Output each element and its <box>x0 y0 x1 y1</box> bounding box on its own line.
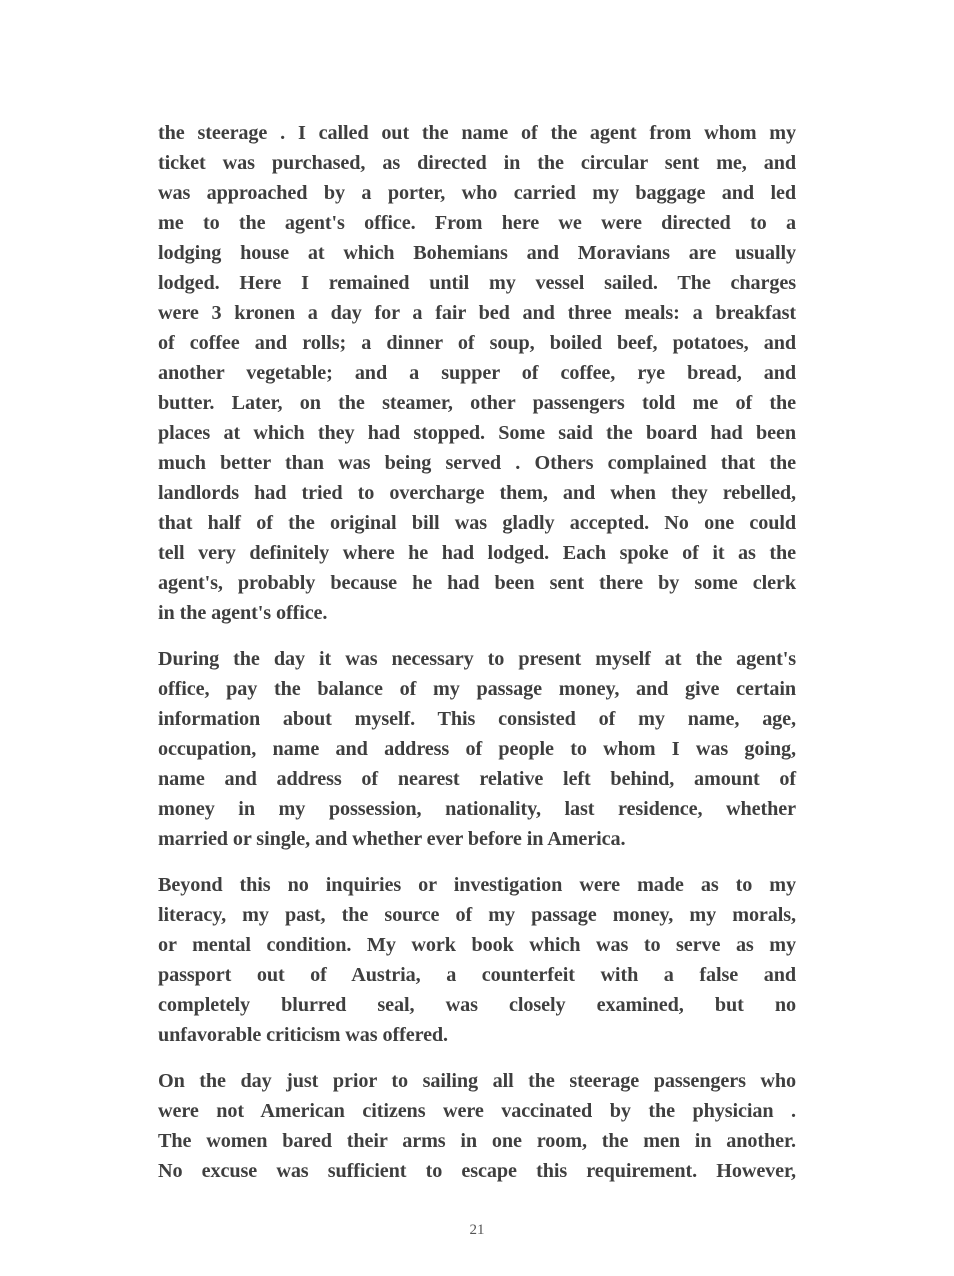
text-line: or mental condition. My work book which was to serve as my <box>158 934 796 956</box>
text-line: places at which they had stopped. Some said the board had been <box>158 422 796 444</box>
text-line: that half of the original bill was gladly accepted. No one could <box>158 512 796 534</box>
document-body <box>158 118 796 1202</box>
text-line: lodged. Here I remained until my vessel sailed. The charges <box>158 272 796 294</box>
text-line: occupation, name and address of people to whom I was going, <box>158 738 796 760</box>
text-line: unfavorable criticism was offered. <box>158 1024 449 1046</box>
text-line: office, pay the balance of my passage money, and give certain <box>158 678 796 700</box>
paragraph-1 <box>158 118 796 628</box>
text-line: were not American citizens were vaccinated by the physician . <box>158 1100 796 1122</box>
text-line: name and address of nearest relative left behind, amount of <box>158 768 796 790</box>
page-number: 21 <box>469 1222 485 1238</box>
text-line: ticket was purchased, as directed in the circular sent me, and <box>158 152 796 174</box>
text-line: butter. Later, on the steamer, other passengers told me of the <box>158 392 796 414</box>
text-line: On the day just prior to sailing all the steerage passengers who <box>158 1070 796 1092</box>
text-line: money in my possession, nationality, last residence, whether <box>158 798 796 820</box>
text-line: No excuse was sufficient to escape this requirement. However, <box>158 1160 796 1182</box>
text-line: much better than was being served . Others complained that the <box>158 452 796 474</box>
text-line: was approached by a porter, who carried my baggage and led <box>158 182 796 204</box>
text-line: of coffee and rolls; a dinner of soup, boiled beef, potatoes, and <box>158 332 796 354</box>
text-line: completely blurred seal, was closely examined, but no <box>158 994 796 1016</box>
text-line: married or single, and whether ever before in America. <box>158 828 626 850</box>
text-line: literacy, my past, the source of my passage money, my morals, <box>158 904 796 926</box>
text-line: in the agent's office. <box>158 602 328 624</box>
paragraph-4 <box>158 1066 796 1186</box>
text-line: landlords had tried to overcharge them, and when they rebelled, <box>158 482 796 504</box>
text-line: information about myself. This consisted of my name, age, <box>158 708 796 730</box>
text-line: were 3 kronen a day for a fair bed and three meals: a breakfast <box>158 302 796 324</box>
text-line: another vegetable; and a supper of coffee, rye bread, and <box>158 362 796 384</box>
text-line: During the day it was necessary to present myself at the agent's <box>158 648 796 670</box>
paragraph-2 <box>158 644 796 854</box>
text-line: tell very definitely where he had lodged. Each spoke of it as the <box>158 542 796 564</box>
text-line: the steerage . I called out the name of the agent from whom my <box>158 122 796 144</box>
text-line: passport out of Austria, a counterfeit with a false and <box>158 964 796 986</box>
text-line: agent's, probably because he had been sent there by some clerk <box>158 572 796 594</box>
text-line: Beyond this no inquiries or investigation were made as to my <box>158 874 796 896</box>
text-line: The women bared their arms in one room, the men in another. <box>158 1130 796 1152</box>
text-line: me to the agent's office. From here we were directed to a <box>158 212 796 234</box>
paragraph-3 <box>158 870 796 1050</box>
text-line: lodging house at which Bohemians and Moravians are usually <box>158 242 796 264</box>
